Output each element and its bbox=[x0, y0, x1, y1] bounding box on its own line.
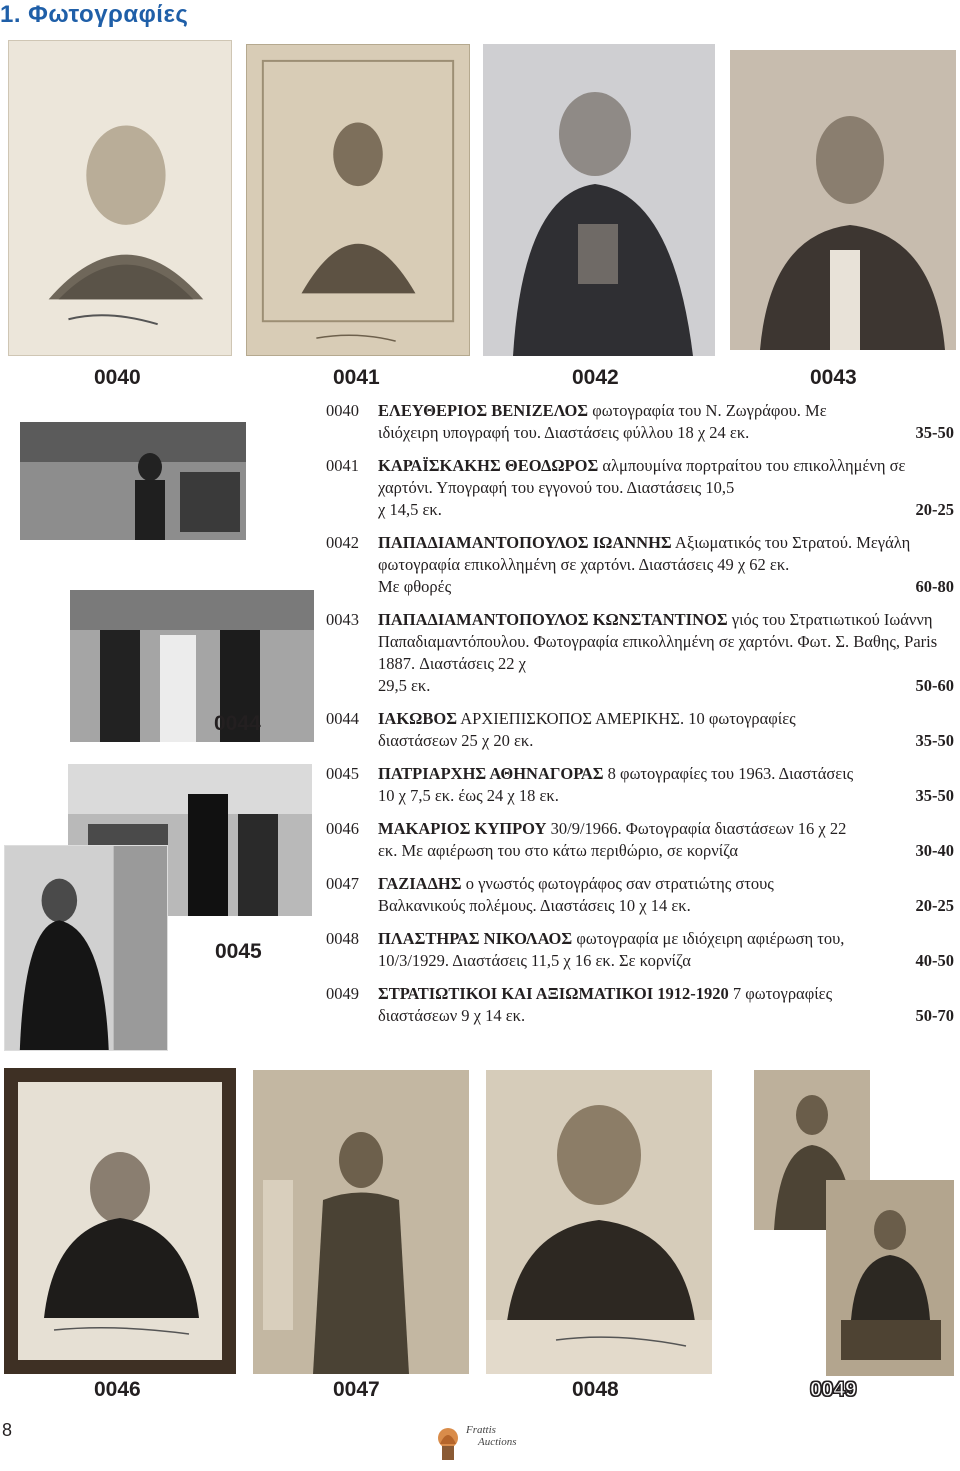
lot-entry-number: 0040 bbox=[326, 401, 359, 420]
lot-entry-description-end: διαστάσεων 25 χ 20 εκ. bbox=[378, 731, 534, 750]
lot-entry-body bbox=[378, 873, 954, 917]
lot-entry-description: 8 φωτογραφίες του 1963. Διαστάσεις bbox=[603, 764, 854, 783]
lot-entry-price: 30-40 bbox=[915, 841, 954, 860]
lot-entry-description-end: Βαλκανικούς πολέμους. Διαστάσεις 10 χ 14 εκ. bbox=[378, 896, 691, 915]
lot-entry-description: φωτογραφία του Ν. Ζωγράφου. Με bbox=[588, 401, 827, 420]
photo-0046 bbox=[4, 1068, 236, 1374]
lot-entry-name: ΕΛΕΥΘΕΡΙΟΣ ΒΕΝΙΖΕΛΟΣ bbox=[378, 401, 589, 420]
lot-entry-number: 0043 bbox=[326, 610, 359, 629]
lot-entry-number: 0046 bbox=[326, 819, 359, 838]
lot-entry-price: 40-50 bbox=[915, 951, 954, 970]
lot-entry-description: 7 φωτογραφίες bbox=[728, 984, 833, 1003]
lot-entry-number: 0048 bbox=[326, 929, 359, 948]
lot-entry-body bbox=[378, 400, 954, 444]
lot-entry-description: 30/9/1966. Φωτογραφία διαστάσεων 16 χ 22 bbox=[546, 819, 847, 838]
lot-entry-number: 0042 bbox=[326, 533, 359, 552]
lot-entry-description: γιός του Στρατιωτικού Ιωάννη Παπαδιαμαντόπουλου. Φωτογραφία επικολλημένη σε χαρτόνι. Φωτ. Σ. Βαθης, Paris 1887. Διαστάσεις 22 χ bbox=[378, 610, 938, 673]
lot-entry-description: αλμπουμίνα πορτραίτου του επικολλημένη σε χαρτόνι. Υπογραφή του εγγονού του. Διαστάσεις 10,5 bbox=[378, 456, 906, 497]
lot-entry-body bbox=[378, 928, 954, 972]
lot-number-0042: 0042 bbox=[572, 366, 619, 389]
lot-entry-price: 35-50 bbox=[915, 731, 954, 750]
lot-entry-number: 0045 bbox=[326, 764, 359, 783]
lot-entry bbox=[326, 763, 954, 807]
lot-entry-last-line bbox=[378, 950, 954, 972]
logo-line-1: Frattis bbox=[466, 1424, 496, 1436]
lot-entry-body bbox=[378, 818, 954, 862]
lot-entry-last-line bbox=[378, 895, 954, 917]
photo-0041 bbox=[246, 44, 470, 356]
lot-entry-description-end: εκ. Με αφιέρωση του στο κάτω περιθώριο, σε κορνίζα bbox=[378, 841, 739, 860]
lot-number-0044: 0044 bbox=[214, 712, 261, 735]
lot-entry-number: 0044 bbox=[326, 709, 359, 728]
lot-entry-name: ΠΑΠΑΔΙΑΜΑΝΤΟΠΟΥΛΟΣ ΙΩΑΝΝΗΣ bbox=[378, 533, 672, 552]
lot-entry-description: Αξιωματικός του Στρατού. Μεγάλη φωτογραφία επικολλημένη σε χαρτόνι. Διαστάσεις 49 χ 62 εκ. bbox=[378, 533, 911, 574]
lot-entry-description: φωτογραφία με ιδιόχειρη αφιέρωση του, bbox=[572, 929, 845, 948]
lot-entry-description-end: χ 14,5 εκ. bbox=[378, 500, 442, 519]
lot-number-0045: 0045 bbox=[215, 940, 262, 963]
lot-entry-description-end: 29,5 εκ. bbox=[378, 676, 431, 695]
lot-list bbox=[326, 400, 954, 1038]
lot-entry-name: ΙΑΚΩΒΟΣ bbox=[378, 709, 458, 728]
logo-text bbox=[466, 1424, 517, 1448]
lot-entry bbox=[326, 400, 954, 444]
photo-0043 bbox=[730, 50, 956, 350]
lot-entry bbox=[326, 532, 954, 598]
lot-entry bbox=[326, 873, 954, 917]
lot-number-0041: 0041 bbox=[333, 366, 380, 389]
lot-entry-description-end: 10 χ 7,5 εκ. έως 24 χ 18 εκ. bbox=[378, 786, 559, 805]
lot-entry-last-line bbox=[378, 1005, 954, 1027]
lot-entry-number: 0047 bbox=[326, 874, 359, 893]
lot-entry bbox=[326, 983, 954, 1027]
lot-entry-price: 60-80 bbox=[915, 577, 954, 596]
lot-entry-description: ΑΡΧΙΕΠΙΣΚΟΠΟΣ ΑΜΕΡΙΚΗΣ. 10 φωτογραφίες bbox=[457, 709, 796, 728]
lot-entry-name: ΓΑΖΙΑΔΗΣ bbox=[378, 874, 462, 893]
lot-entry-name: ΠΑΤΡΙΑΡΧΗΣ ΑΘΗΝΑΓΟΡΑΣ bbox=[378, 764, 604, 783]
lot-entry-body bbox=[378, 455, 954, 521]
lot-number-0046: 0046 bbox=[94, 1378, 141, 1401]
lot-entry-description: ο γνωστός φωτογράφος σαν στρατιώτης στους bbox=[461, 874, 774, 893]
lot-number-0049: 0049 bbox=[810, 1378, 857, 1401]
photo-0042 bbox=[483, 44, 715, 356]
photo-0049-b bbox=[826, 1180, 954, 1376]
lot-entry-name: ΜΑΚΑΡΙΟΣ ΚΥΠΡΟΥ bbox=[378, 819, 547, 838]
lot-number-0047: 0047 bbox=[333, 1378, 380, 1401]
lot-entry-last-line bbox=[378, 730, 954, 752]
lot-entry-last-line bbox=[378, 422, 954, 444]
page-title: 1. Φωτογραφίες bbox=[0, 1, 189, 28]
photo-0044-b bbox=[70, 590, 314, 742]
lot-entry-name: ΠΑΠΑΔΙΑΜΑΝΤΟΠΟΥΛΟΣ ΚΩΝΣΤΑΝΤΙΝΟΣ bbox=[378, 610, 728, 629]
lot-entry-last-line bbox=[378, 499, 954, 521]
lot-entry-name: ΚΑΡΑΪΣΚΑΚΗΣ ΘΕΟΔΩΡΟΣ bbox=[378, 456, 599, 475]
lot-number-0048: 0048 bbox=[572, 1378, 619, 1401]
lot-entry-last-line bbox=[378, 576, 954, 598]
lot-entry-body bbox=[378, 763, 954, 807]
lot-entry-number: 0049 bbox=[326, 984, 359, 1003]
photo-0044-a bbox=[20, 422, 246, 540]
logo-line-2: Auctions bbox=[478, 1436, 517, 1448]
lot-entry bbox=[326, 455, 954, 521]
lot-entry-name: ΠΛΑΣΤΗΡΑΣ ΝΙΚΟΛΑΟΣ bbox=[378, 929, 573, 948]
lot-entry bbox=[326, 928, 954, 972]
photo-0047 bbox=[253, 1070, 469, 1374]
lot-entry-price: 50-70 bbox=[915, 1006, 954, 1025]
lot-entry-body bbox=[378, 532, 954, 598]
lot-number-0040: 0040 bbox=[94, 366, 141, 389]
lot-entry bbox=[326, 818, 954, 862]
photo-0048 bbox=[486, 1070, 712, 1374]
lot-entry-name: ΣΤΡΑΤΙΩΤΙΚΟΙ ΚΑΙ ΑΞΙΩΜΑΤΙΚΟΙ 1912-1920 bbox=[378, 984, 729, 1003]
lot-entry-price: 20-25 bbox=[915, 896, 954, 915]
lot-entry-description-end: ιδιόχειρη υπογραφή του. Διαστάσεις φύλλου 18 χ 24 εκ. bbox=[378, 423, 750, 442]
lot-entry-price: 50-60 bbox=[915, 676, 954, 695]
page-number: 8 bbox=[2, 1420, 13, 1440]
lot-entry-price: 35-50 bbox=[915, 786, 954, 805]
lot-entry-price: 20-25 bbox=[915, 500, 954, 519]
lot-entry-description-end: διαστάσεων 9 χ 14 εκ. bbox=[378, 1006, 526, 1025]
lot-entry-number: 0041 bbox=[326, 456, 359, 475]
lot-entry-last-line bbox=[378, 675, 954, 697]
lot-entry-description-end: 10/3/1929. Διαστάσεις 11,5 χ 16 εκ. Σε κορνίζα bbox=[378, 951, 691, 970]
photo-0040 bbox=[8, 40, 232, 356]
lot-entry bbox=[326, 708, 954, 752]
lot-entry-body bbox=[378, 708, 954, 752]
lot-entry-last-line bbox=[378, 785, 954, 807]
lot-entry bbox=[326, 609, 954, 697]
photo-0045-b bbox=[4, 845, 168, 1051]
lot-entry-price: 35-50 bbox=[915, 423, 954, 442]
lot-number-0043: 0043 bbox=[810, 366, 857, 389]
lot-entry-last-line bbox=[378, 840, 954, 862]
lot-entry-description-end: Με φθορές bbox=[378, 577, 452, 596]
lot-entry-body bbox=[378, 609, 954, 697]
lot-entry-body bbox=[378, 983, 954, 1027]
